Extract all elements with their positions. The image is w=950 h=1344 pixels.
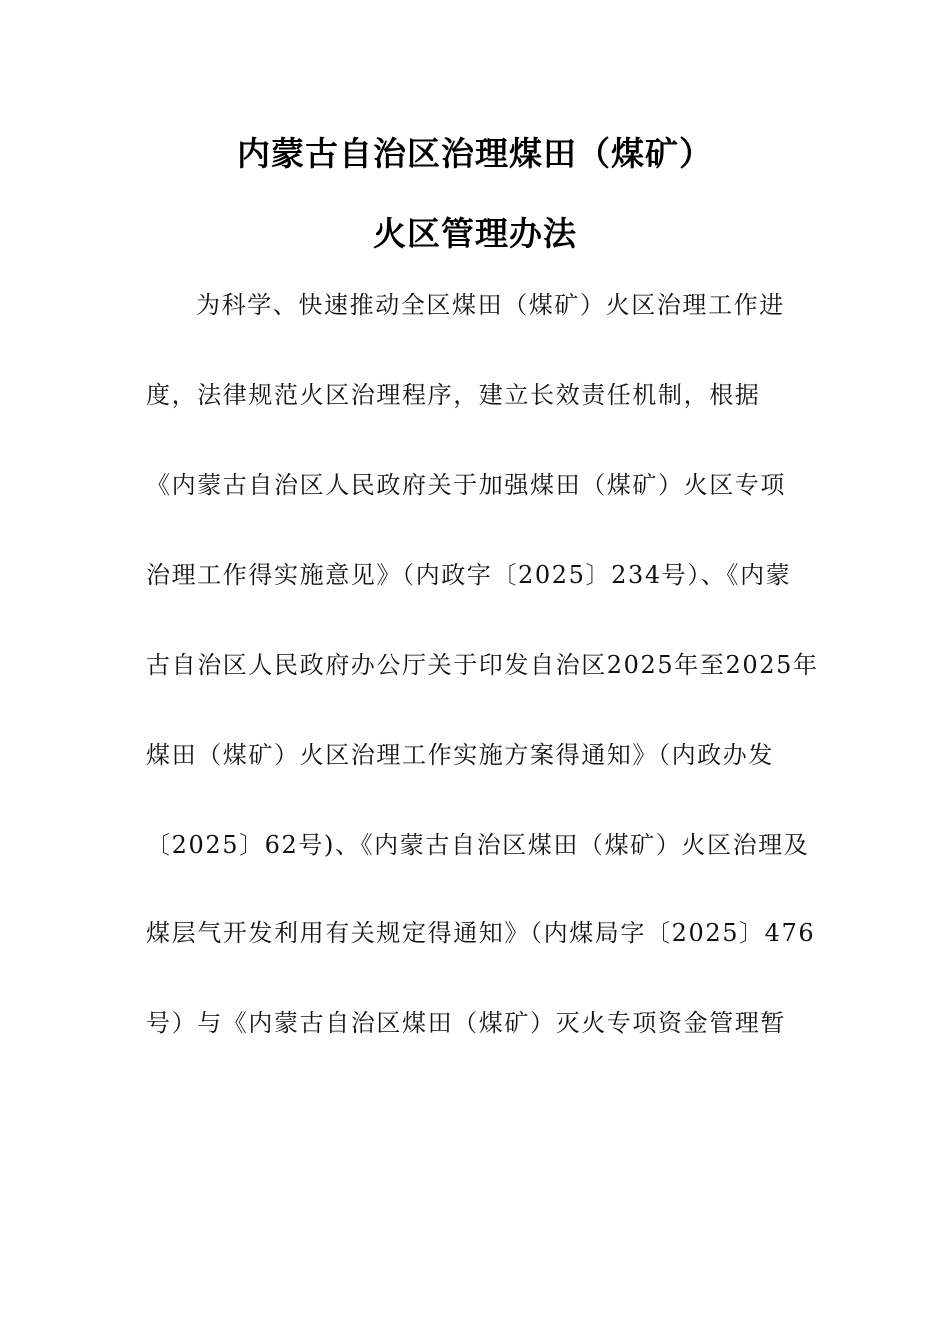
document-title-line-1: 内蒙古自治区治理煤田（煤矿） (237, 134, 713, 173)
body-line-5: 古自治区人民政府办公厅关于印发自治区2025年至2025年 (146, 651, 819, 679)
body-line-1: 为科学、快速推动全区煤田（煤矿）火区治理工作进 (196, 291, 785, 319)
body-line-7: 〔2025〕62号)、《内蒙古自治区煤田（煤矿）火区治理及 (146, 831, 810, 859)
document-title-line-2: 火区管理办法 (373, 214, 577, 253)
body-line-8: 煤层气开发利用有关规定得通知》（内煤局字〔2025〕476 (146, 919, 816, 947)
body-line-4: 治理工作得实施意见》（内政字〔2025〕234号）、《内蒙 (146, 561, 792, 589)
body-line-2: 度，法律规范火区治理程序，建立长效责任机制，根据 (146, 381, 761, 409)
body-line-3: 《内蒙古自治区人民政府关于加强煤田（煤矿）火区专项 (146, 471, 786, 499)
body-line-9: 号）与《内蒙古自治区煤田（煤矿）灭火专项资金管理暂 (146, 1009, 786, 1037)
body-line-6: 煤田（煤矿）火区治理工作实施方案得通知》（内政办发 (146, 741, 774, 769)
